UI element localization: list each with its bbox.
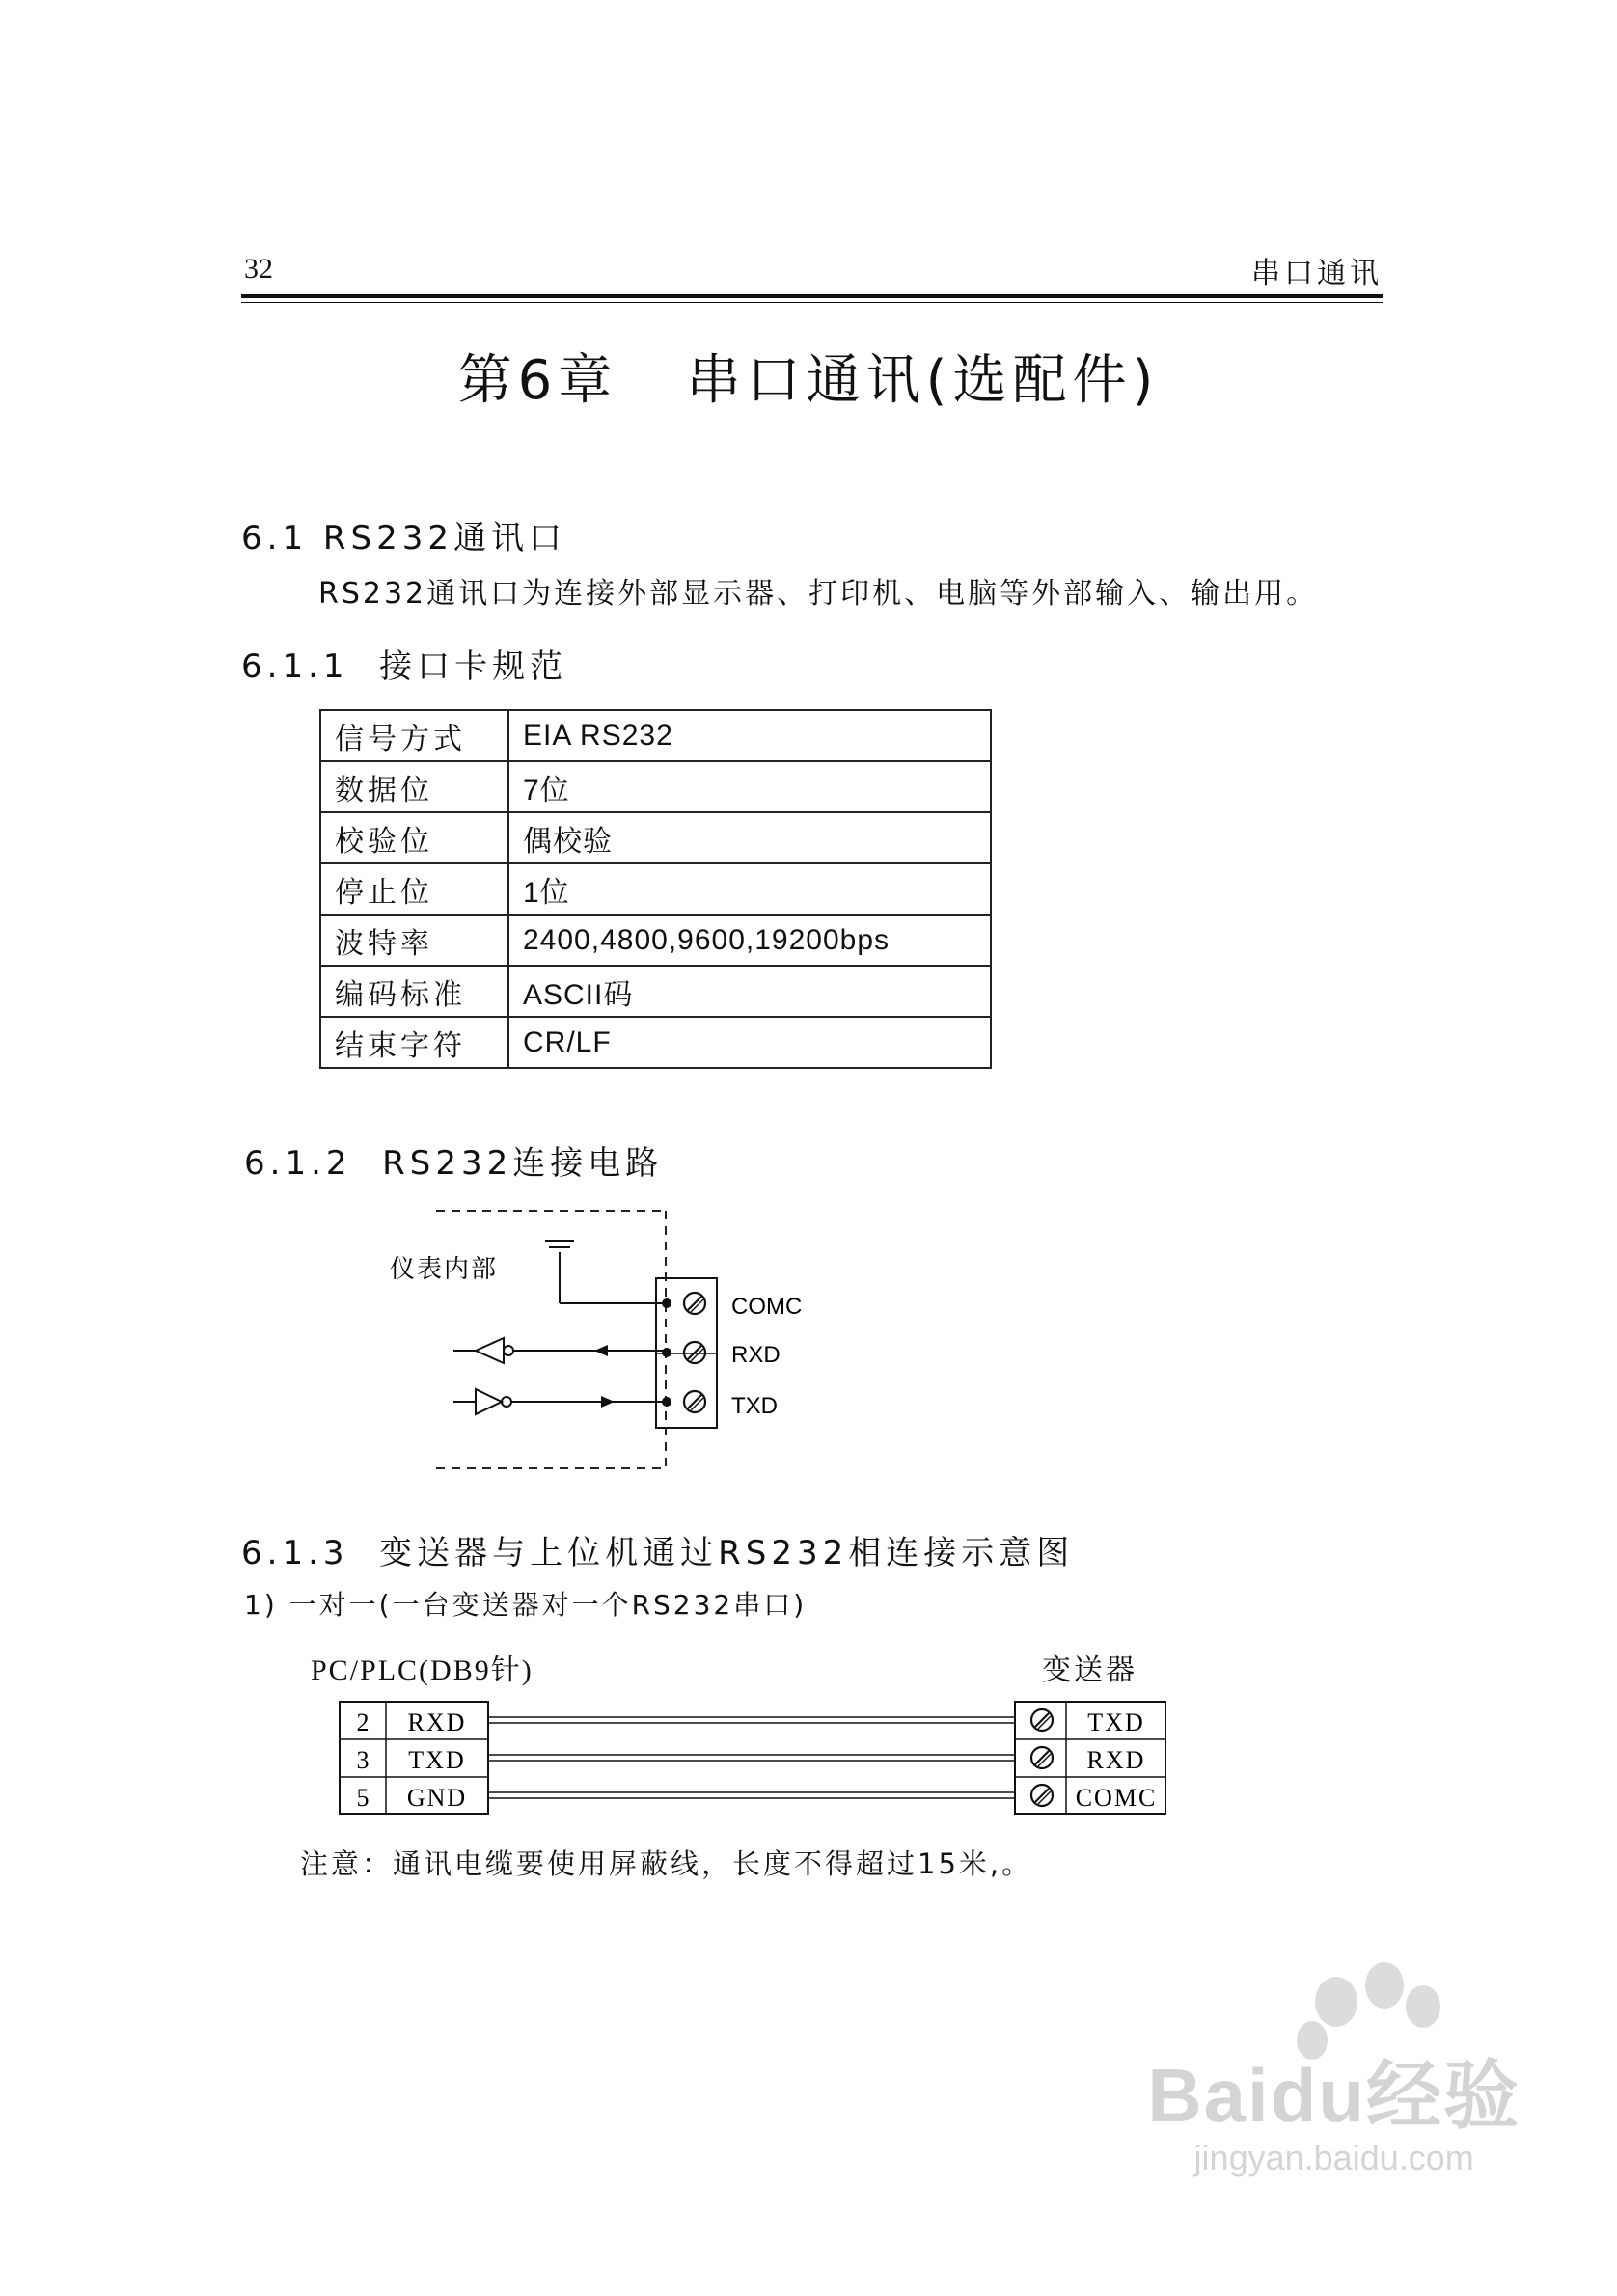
terminal-label: COMC [731, 1294, 803, 1320]
terminal-label: TXD [731, 1393, 778, 1419]
rs232-circuit-diagram [390, 1211, 802, 1468]
inside-label: 仪表内部 [390, 1255, 499, 1284]
spec-key: 校验位 [320, 812, 508, 863]
cable-note: 注意：通讯电缆要使用屏蔽线，长度不得超过15米,。 [300, 1847, 1033, 1880]
spec-key: 波特率 [320, 915, 508, 966]
txd-buffer-icon [476, 1389, 502, 1414]
screw-icon [684, 1391, 705, 1412]
section-6-1-intro: RS232通讯口为连接外部显示器、打印机、电脑等外部输入、输出用。 [318, 577, 1319, 611]
watermark-url: jingyan.baidu.com [1193, 2138, 1474, 2177]
screw-icon [1031, 1709, 1053, 1731]
section-6-1-3-subheading: 1) 一对一(一台变送器对一个RS232串口) [244, 1589, 808, 1621]
pc-pin-signal: RXD [407, 1708, 467, 1736]
pc-transmitter-wiring-diagram [340, 1702, 1165, 1814]
screw-icon [684, 1293, 705, 1314]
baidu-watermark [1147, 2036, 1521, 2178]
watermark-brand: Baidu经验 [1147, 2053, 1521, 2138]
section-6-1-2-heading: 6.1.2 RS232连接电路 [244, 1144, 664, 1183]
pc-plc-label: PC/PLC(DB9针) [311, 1654, 534, 1686]
spec-key: 信号方式 [320, 710, 508, 761]
section-6-1-heading: 6.1 RS232通讯口 [241, 519, 566, 558]
spec-value: 7位 [508, 761, 991, 812]
junction-dot [662, 1348, 671, 1357]
transmitter-label: 变送器 [1042, 1654, 1137, 1687]
txd-arrow-icon [601, 1396, 615, 1408]
pc-pin-signal: GND [406, 1784, 468, 1812]
spec-value: EIA RS232 [508, 710, 991, 761]
rxd-inverter-bubble [504, 1346, 513, 1355]
page-number: 32 [244, 253, 273, 285]
chapter-title: 第6章 串口通讯(选配件) [457, 349, 1160, 412]
spec-key: 编码标准 [320, 966, 508, 1017]
transmitter-signal: TXD [1087, 1708, 1145, 1736]
transmitter-signal: RXD [1086, 1746, 1146, 1774]
spec-value: 2400,4800,9600,19200bps [508, 915, 991, 966]
spec-key: 数据位 [320, 761, 508, 812]
spec-key: 结束字符 [320, 1017, 508, 1068]
screw-icon [1031, 1747, 1053, 1768]
section-6-1-1-heading: 6.1.1 接口卡规范 [241, 647, 568, 686]
transmitter-signal: COMC [1075, 1784, 1158, 1812]
pc-pin-number: 2 [356, 1708, 370, 1736]
pc-pin-signal: TXD [408, 1746, 466, 1774]
screw-icon [684, 1342, 705, 1363]
running-head: 串口通讯 [1251, 257, 1383, 290]
spec-value: 偶校验 [508, 812, 991, 863]
spec-value: ASCII码 [508, 966, 991, 1017]
terminal-label: RXD [731, 1342, 781, 1368]
rxd-arrow-icon [594, 1345, 608, 1356]
spec-key: 停止位 [320, 863, 508, 915]
spec-value: CR/LF [508, 1017, 991, 1068]
section-6-1-3-heading: 6.1.3 变送器与上位机通过RS232相连接示意图 [241, 1534, 1075, 1572]
pc-pin-number: 3 [356, 1746, 370, 1774]
spec-value: 1位 [508, 863, 991, 915]
screw-icon [1031, 1785, 1053, 1806]
pc-pin-number: 5 [356, 1784, 370, 1812]
rxd-buffer-icon [476, 1338, 504, 1363]
